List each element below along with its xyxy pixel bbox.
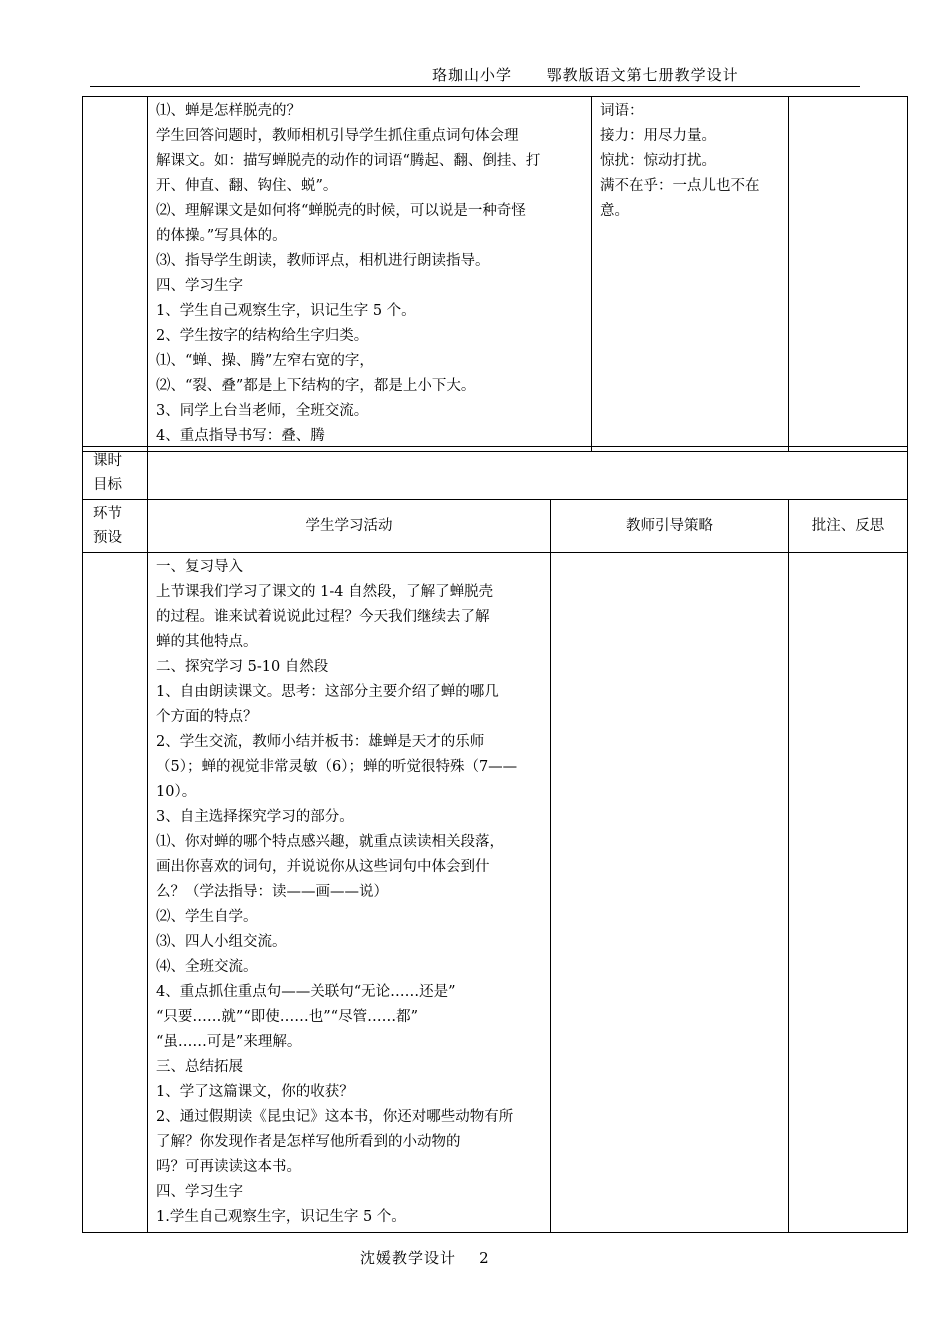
activity-line: 四、学习生字 — [156, 1184, 243, 1200]
activity-line: ⑶、指导学生朗读，教师评点，相机进行朗读指导。 — [156, 253, 490, 269]
reflection-cell-empty — [789, 97, 908, 452]
activity-line: 4、重点抓住重点句——关联句“无论……还是” — [156, 984, 456, 1000]
activity-line: 3、同学上台当老师，全班交流。 — [156, 403, 369, 419]
activity-line: 开、伸直、翻、钩住、蜕”。 — [156, 178, 338, 194]
activity-line: ⑵、学生自学。 — [156, 909, 258, 925]
header-school: 珞珈山小学 — [432, 66, 513, 84]
activity-line: 二、探究学习 5-10 自然段 — [156, 659, 329, 675]
header-book-title: 鄂教版语文第七册教学设计 — [546, 66, 739, 84]
notes-line: 词语： — [600, 103, 644, 119]
activity-line: ⑵、“裂、叠”都是上下结构的字，都是上小下大。 — [156, 378, 476, 394]
activity-line: 么？（学法指导：读——画——说） — [156, 884, 388, 900]
stage-label-cell — [83, 500, 148, 553]
column-header-teacher: 教师引导策略 — [551, 500, 789, 553]
activity-line: ⑴、你对蝉的哪个特点感兴趣，就重点读读相关段落， — [156, 834, 504, 850]
activity-line: 学生回答问题时，教师相机引导学生抓住重点词句体会理 — [156, 128, 519, 144]
activity-line: ⑵、理解课文是如何将“蝉脱壳的时候，可以说是一种奇怪 — [156, 203, 526, 219]
activity-line: 1、学生自己观察生字，识记生字 5 个。 — [156, 303, 416, 319]
activity-line: 一、复习导入 — [156, 559, 243, 575]
activity-line: 蝉的其他特点。 — [156, 634, 258, 650]
column-header-notes: 批注、反思 — [789, 500, 908, 553]
activity-line: 了解？你发现作者是怎样写他所看到的小动物的 — [156, 1134, 461, 1150]
stage-label: 环节 — [93, 506, 122, 522]
page-header — [432, 64, 739, 85]
header-rule — [90, 86, 860, 87]
objective-content-cell — [148, 447, 908, 500]
activity-line: 2、学生交流，教师小结并板书：雄蝉是天才的乐师 — [156, 734, 485, 750]
activity-line: 四、学习生字 — [156, 278, 243, 294]
activity-line: ⑴、“蝉、操、腾”左窄右宽的字， — [156, 353, 374, 369]
lesson-table-continued — [82, 96, 908, 452]
objective-row — [83, 447, 908, 500]
activity-line: 吗？可再读读这本书。 — [156, 1159, 301, 1175]
activity-line: 3、自主选择探究学习的部分。 — [156, 809, 354, 825]
activity-line: 2、通过假期读《昆虫记》这本书，你还对哪些动物有所 — [156, 1109, 514, 1125]
lesson-table — [82, 446, 908, 1233]
table-row — [83, 97, 908, 452]
activity-line: 1、自由朗读课文。思考：这部分主要介绍了蝉的哪几 — [156, 684, 499, 700]
activity-line: ⑷、全班交流。 — [156, 959, 258, 975]
activity-line: “只要……就”“即使……也”“尽管……都” — [156, 1009, 418, 1025]
student-activity-cell — [148, 553, 551, 1233]
notes-line: 意。 — [600, 203, 629, 219]
vocabulary-notes-cell — [592, 97, 789, 452]
objective-label: 目标 — [93, 477, 122, 493]
activity-line: 个方面的特点？ — [156, 709, 258, 725]
activity-line: ⑴、蝉是怎样脱壳的？ — [156, 103, 301, 119]
notes-line: 满不在乎：一点儿也不在 — [600, 178, 760, 194]
activity-line: 4、重点指导书写：叠、腾 — [156, 428, 325, 444]
activity-line: 的体操。”写具体的。 — [156, 228, 287, 244]
activity-line: 解课文。如：描写蝉脱壳的动作的词语“腾起、翻、倒挂、打 — [156, 153, 541, 169]
activity-line: （5）；蝉的视觉非常灵敏（6）；蝉的听觉很特殊（7—— — [156, 759, 518, 775]
objective-label: 课时 — [93, 453, 122, 469]
activity-line: 1、学了这篇课文，你的收获？ — [156, 1084, 354, 1100]
reflection-cell — [789, 553, 908, 1233]
activity-line: 10）。 — [156, 784, 197, 800]
activity-line: “虽……可是”来理解。 — [156, 1034, 302, 1050]
objective-label-cell — [83, 447, 148, 500]
page-number: 2 — [479, 1249, 490, 1267]
column-header-student: 学生学习活动 — [148, 500, 551, 553]
notes-line: 接力：用尽力量。 — [600, 128, 716, 144]
activity-line: 2、学生按字的结构给生字归类。 — [156, 328, 369, 344]
activity-line: ⑶、四人小组交流。 — [156, 934, 287, 950]
content-row — [83, 553, 908, 1233]
activity-line: 1.学生自己观察生字，识记生字 5 个。 — [156, 1209, 406, 1225]
footer-author: 沈媛教学设计 — [360, 1249, 457, 1267]
header-row — [83, 500, 908, 553]
teacher-strategy-cell — [551, 553, 789, 1233]
label-cell-empty — [83, 553, 148, 1233]
activity-line: 三、总结拓展 — [156, 1059, 243, 1075]
page-footer — [360, 1247, 490, 1268]
activity-line: 上节课我们学习了课文的 1-4 自然段，了解了蝉脱壳 — [156, 584, 494, 600]
notes-line: 惊扰：惊动打扰。 — [600, 153, 716, 169]
activity-line: 画出你喜欢的词句，并说说你从这些词句中体会到什 — [156, 859, 490, 875]
activity-line: 的过程。谁来试着说说此过程？今天我们继续去了解 — [156, 609, 490, 625]
student-activity-cell — [148, 97, 592, 452]
label-cell-empty — [83, 97, 148, 452]
stage-label: 预设 — [93, 530, 122, 546]
